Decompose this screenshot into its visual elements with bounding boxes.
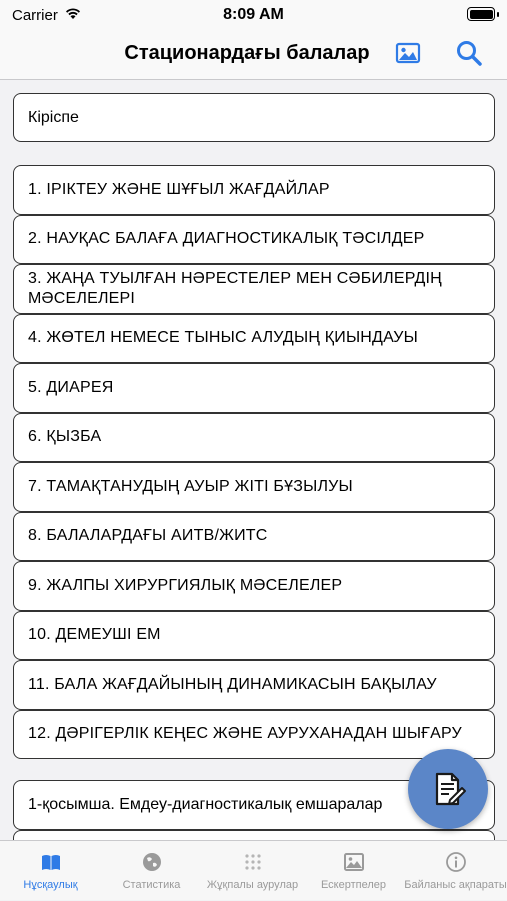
edit-document-icon [428, 769, 468, 809]
tab-notes[interactable] [303, 841, 404, 901]
chapter-item[interactable]: 8. БАЛАЛАРДАҒЫ АИТВ/ЖИТС [13, 512, 495, 562]
page-title: Стационардағы балалар [124, 42, 370, 64]
tab-guide[interactable] [0, 841, 101, 901]
tab-statistics[interactable] [101, 841, 202, 901]
chapter-item[interactable]: 6. ҚЫЗБА [13, 413, 495, 463]
tab-label: Байланыс ақпараты [404, 879, 507, 891]
navigation-bar [0, 30, 507, 80]
globe-icon [141, 851, 163, 873]
chapter-item[interactable]: 5. ДИАРЕЯ [13, 363, 495, 413]
tab-label: Статистика [122, 879, 181, 891]
image-icon [343, 851, 365, 873]
chapter-item[interactable]: 3. ЖАҢА ТУЫЛҒАН НӘРЕСТЕЛЕР МЕН СӘБИЛЕРДІҢ МӘСЕЛЕЛЕРІ [13, 264, 495, 314]
tab-label: Жұқпалы аурулар [206, 879, 299, 891]
battery-icon [467, 7, 495, 21]
book-icon [40, 851, 62, 873]
tab-contact-info[interactable] [404, 841, 507, 901]
info-icon [445, 851, 467, 873]
chapter-item[interactable]: 2. НАУҚАС БАЛАҒА ДИАГНОСТИКАЛЫҚ ТӘСІЛДЕР [13, 215, 495, 265]
tab-infectious-diseases[interactable] [202, 841, 303, 901]
content-list [0, 80, 507, 840]
annex-item[interactable]: 1-қосымша. Емдеу-диагностикалық емшаралар [13, 780, 495, 830]
carrier-label: Carrier [12, 7, 58, 24]
chapter-item[interactable]: 10. ДЕМЕУШІ ЕМ [13, 611, 495, 661]
chapter-item[interactable]: 7. ТАМАҚТАНУДЫҢ АУЫР ЖІТІ БҰЗЫЛУЫ [13, 462, 495, 512]
dots-grid-icon [242, 851, 264, 873]
image-icon[interactable] [395, 40, 421, 66]
intro-group [13, 93, 495, 142]
chapter-item[interactable]: 4. ЖӨТЕЛ НЕМЕСЕ ТЫНЫС АЛУДЫҢ ҚИЫНДАУЫ [13, 314, 495, 364]
chapter-item[interactable]: 1. ІРІКТЕУ ЖӘНЕ ШҰҒЫЛ ЖАҒДАЙЛАР [13, 165, 495, 215]
chapter-item[interactable]: 9. ЖАЛПЫ ХИРУРГИЯЛЫҚ МӘСЕЛЕЛЕР [13, 561, 495, 611]
notes-fab-button[interactable] [408, 749, 488, 829]
chapters-group [13, 165, 495, 759]
chapter-item[interactable]: 11. БАЛА ЖАҒДАЙЫНЫҢ ДИНАМИКАСЫН БАҚЫЛАУ [13, 660, 495, 710]
battery-cap [497, 12, 499, 17]
status-bar [0, 0, 507, 30]
tab-label: Ескертпелер [320, 879, 387, 891]
chapter-item[interactable]: 12. ДӘРІГЕРЛІК КЕҢЕС ЖӘНЕ АУРУХАНАДАН ШЫҒАРУ [13, 710, 495, 760]
clock: 8:09 AM [223, 6, 284, 23]
tab-bar [0, 840, 507, 900]
tab-label: Нұсқаулық [23, 879, 78, 891]
intro-item[interactable]: Кіріспе [13, 93, 495, 142]
search-icon[interactable] [455, 39, 483, 67]
